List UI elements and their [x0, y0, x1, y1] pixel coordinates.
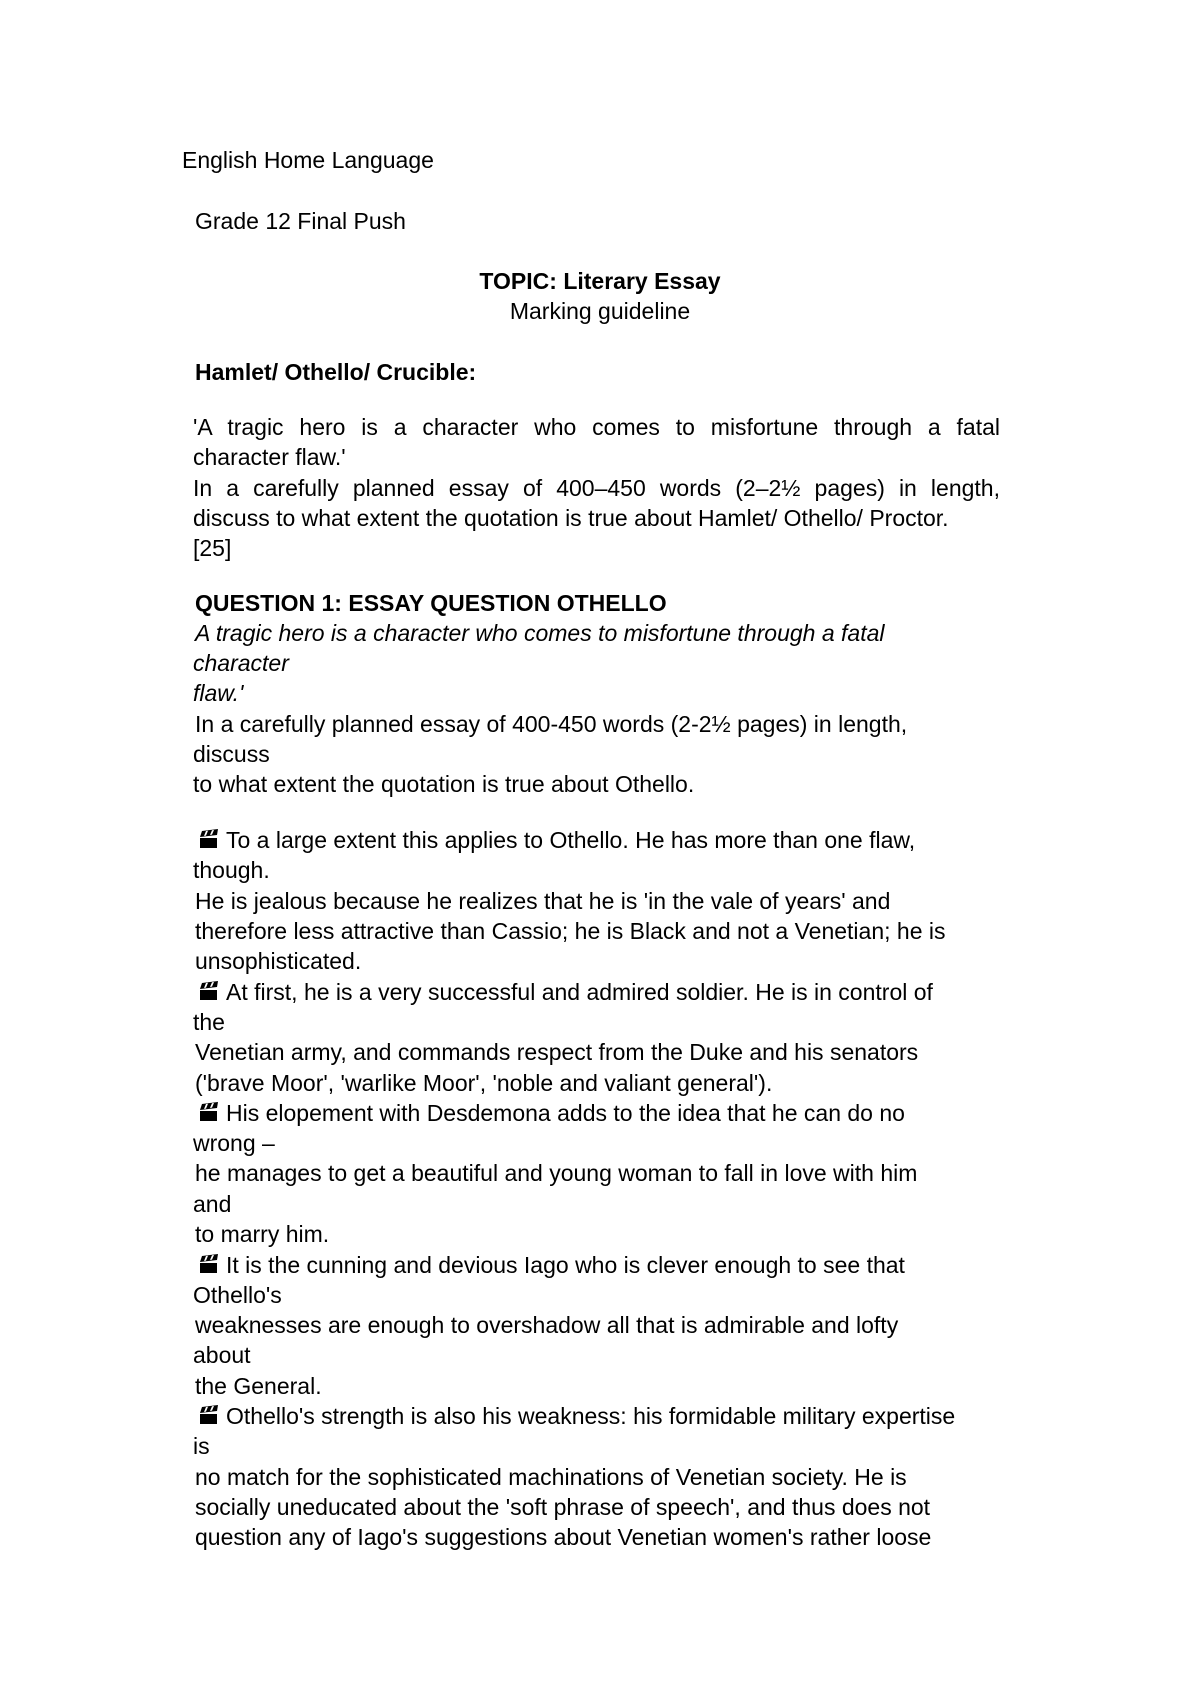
bullet-item — [198, 1250, 905, 1280]
bullet-text: He is jealous because he realizes that he is 'in the vale of years' and — [195, 888, 891, 914]
bullet-text: the — [193, 1009, 225, 1035]
bullet-text: about — [193, 1342, 251, 1368]
bullet-text: Venetian army, and commands respect from the Duke and his senators — [195, 1039, 919, 1065]
subject-line: English Home Language — [182, 147, 434, 173]
bullet-item — [198, 1401, 955, 1431]
bullet-text: therefore less attractive than Cassio; he is Black and not a Venetian; he is — [195, 918, 946, 944]
bullet-text: he manages to get a beautiful and young woman to fall in love with him — [195, 1160, 918, 1186]
clapperboard-icon — [198, 981, 220, 1003]
question-instruction-line: In a carefully planned essay of 400-450 words (2-2½ pages) in length, — [195, 711, 908, 737]
clapperboard-icon — [198, 1405, 220, 1427]
bullet-text: weaknesses are enough to overshadow all that is admirable and lofty — [195, 1312, 899, 1338]
prompt-line: discuss to what extent the quotation is true about Hamlet/ Othello/ Proctor. — [193, 505, 949, 531]
prompt-line: [25] — [193, 535, 232, 561]
clapperboard-icon — [198, 1102, 220, 1124]
question-instruction-line: discuss — [193, 741, 270, 767]
bullet-text: ('brave Moor', 'warlike Moor', 'noble and valiant general'). — [195, 1070, 773, 1096]
grade-line: Grade 12 Final Push — [195, 208, 406, 234]
bullet-text: socially uneducated about the 'soft phrase of speech', and thus does not — [195, 1494, 931, 1520]
question-quote-line: character — [193, 650, 289, 676]
bullet-text: At first, he is a very successful and admired soldier. He is in control of — [226, 979, 933, 1005]
bullet-item — [198, 825, 915, 855]
bullet-text: Othello's — [193, 1282, 282, 1308]
question-quote-line: A tragic hero is a character who comes to misfortune through a fatal — [195, 620, 885, 646]
bullet-text: His elopement with Desdemona adds to the idea that he can do no — [226, 1100, 905, 1126]
bullet-item — [198, 1098, 905, 1128]
prompt-line: In a carefully planned essay of 400–450 words (2–2½ pages) in length, — [193, 475, 1000, 501]
bullet-text: though. — [193, 857, 270, 883]
topic-subtitle: Marking guideline — [509, 298, 691, 324]
bullet-text: To a large extent this applies to Othello. He has more than one flaw, — [226, 827, 916, 853]
bullet-text: the General. — [195, 1373, 322, 1399]
clapperboard-icon — [198, 829, 220, 851]
bullet-item — [198, 977, 933, 1007]
bullet-text: wrong – — [193, 1130, 275, 1156]
bullet-text: and — [193, 1191, 232, 1217]
prompt-line: character flaw.' — [193, 444, 346, 470]
bullet-text: Othello's strength is also his weakness: his formidable military expertise — [226, 1403, 956, 1429]
bullet-text: no match for the sophisticated machinations of Venetian society. He is — [195, 1464, 907, 1490]
question-quote-line: flaw.' — [193, 680, 244, 706]
bullet-text: unsophisticated. — [195, 948, 362, 974]
section-heading: Hamlet/ Othello/ Crucible: — [195, 359, 477, 385]
prompt-line: 'A tragic hero is a character who comes to misfortune through a fatal — [193, 414, 1000, 440]
question-instruction-line: to what extent the quotation is true about Othello. — [193, 771, 695, 797]
bullet-text: to marry him. — [195, 1221, 330, 1247]
bullet-text: is — [193, 1433, 210, 1459]
question-heading: QUESTION 1: ESSAY QUESTION OTHELLO — [195, 590, 667, 616]
bullet-text: question any of Iago's suggestions about Venetian women's rather loose — [195, 1524, 932, 1550]
bullet-text: It is the cunning and devious Iago who is clever enough to see that — [226, 1252, 905, 1278]
topic-title: TOPIC: Literary Essay — [479, 268, 721, 294]
clapperboard-icon — [198, 1254, 220, 1276]
